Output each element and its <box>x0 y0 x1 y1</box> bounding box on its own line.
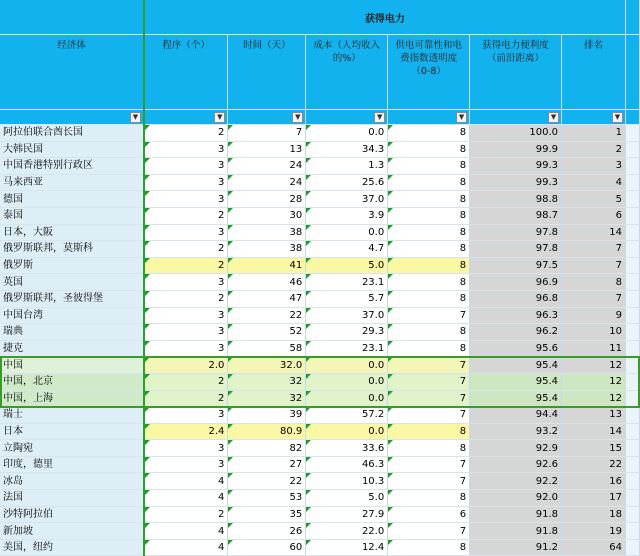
cell-cost[interactable]: 33.6 <box>306 440 388 457</box>
filter-dropdown-icon[interactable]: ▼ <box>374 112 385 123</box>
cell-cost[interactable]: 5.7 <box>306 290 388 307</box>
cell-rank[interactable]: 22 <box>562 456 626 473</box>
row-edge <box>625 224 639 241</box>
cell-rank[interactable]: 10 <box>562 324 626 341</box>
row-edge <box>625 340 639 357</box>
filter-cell <box>144 110 228 125</box>
cell-proc[interactable]: 3 <box>144 340 228 357</box>
cell-rank[interactable]: 12 <box>562 390 626 407</box>
cell-score[interactable]: 98.8 <box>470 191 562 208</box>
filter-cell <box>470 110 562 125</box>
cell-proc[interactable]: 2 <box>144 207 228 224</box>
cell-score[interactable]: 95.4 <box>470 373 562 390</box>
cell-rank[interactable]: 9 <box>562 307 626 324</box>
cell-rank[interactable]: 17 <box>562 490 626 507</box>
cell-proc[interactable]: 2 <box>144 506 228 523</box>
cell-name[interactable]: 俄罗斯 <box>0 257 144 274</box>
row-edge <box>625 407 639 424</box>
cell-cost[interactable]: 37.0 <box>306 191 388 208</box>
cell-time[interactable]: 32 <box>228 373 306 390</box>
cell-rank[interactable]: 1 <box>562 125 626 142</box>
table-row <box>0 423 640 440</box>
row-edge <box>625 307 639 324</box>
table-row <box>0 307 640 324</box>
cell-rel[interactable]: 7 <box>388 523 470 540</box>
row-edge <box>625 440 639 457</box>
cell-proc[interactable]: 3 <box>144 440 228 457</box>
cell-rank[interactable]: 19 <box>562 523 626 540</box>
row-edge <box>625 523 639 540</box>
cell-name[interactable]: 中国香港特别行政区 <box>0 158 144 175</box>
cell-rank[interactable]: 18 <box>562 506 626 523</box>
table-row <box>0 274 640 291</box>
cell-time[interactable]: 22 <box>228 473 306 490</box>
row-edge <box>625 357 639 374</box>
cell-time[interactable]: 41 <box>228 257 306 274</box>
cell-time[interactable]: 52 <box>228 324 306 341</box>
cell-rank[interactable]: 3 <box>562 158 626 175</box>
cell-rel[interactable]: 7 <box>388 357 470 374</box>
cell-rel[interactable]: 8 <box>388 340 470 357</box>
cell-rank[interactable]: 2 <box>562 141 626 158</box>
cell-proc[interactable]: 2 <box>144 241 228 258</box>
table-row <box>0 207 640 224</box>
table-row <box>0 290 640 307</box>
cell-time[interactable]: 38 <box>228 241 306 258</box>
row-edge <box>625 506 639 523</box>
cell-cost[interactable]: 0.0 <box>306 125 388 142</box>
row-edge <box>625 141 639 158</box>
cell-proc[interactable]: 2 <box>144 290 228 307</box>
cell-time[interactable]: 26 <box>228 523 306 540</box>
table-row <box>0 357 640 374</box>
cell-rank[interactable]: 14 <box>562 423 626 440</box>
cell-proc[interactable]: 4 <box>144 490 228 507</box>
cell-rel[interactable]: 8 <box>388 324 470 341</box>
cell-score[interactable]: 93.2 <box>470 423 562 440</box>
row-edge <box>625 324 639 341</box>
row-edge <box>625 241 639 258</box>
cell-cost[interactable]: 25.6 <box>306 174 388 191</box>
cell-proc[interactable]: 4 <box>144 539 228 556</box>
cell-cost[interactable]: 0.0 <box>306 357 388 374</box>
row-edge <box>625 490 639 507</box>
cell-proc[interactable]: 3 <box>144 224 228 241</box>
cell-cost[interactable]: 0.0 <box>306 373 388 390</box>
row-edge <box>625 191 639 208</box>
cell-proc[interactable]: 4 <box>144 473 228 490</box>
cell-rel[interactable]: 8 <box>388 490 470 507</box>
row-edge <box>625 390 639 407</box>
cell-rel[interactable]: 8 <box>388 207 470 224</box>
cell-time[interactable]: 22 <box>228 307 306 324</box>
cell-time[interactable]: 58 <box>228 340 306 357</box>
cell-cost[interactable]: 23.1 <box>306 340 388 357</box>
cell-cost[interactable]: 0.0 <box>306 423 388 440</box>
cell-name[interactable]: 中国，北京 <box>0 373 144 390</box>
cell-score[interactable]: 97.5 <box>470 257 562 274</box>
cell-time[interactable]: 35 <box>228 506 306 523</box>
table-row <box>0 241 640 258</box>
cell-score[interactable]: 91.8 <box>470 523 562 540</box>
table-row <box>0 141 640 158</box>
table-row <box>0 490 640 507</box>
cell-cost[interactable]: 29.3 <box>306 324 388 341</box>
cell-time[interactable]: 53 <box>228 490 306 507</box>
cell-rank[interactable]: 64 <box>562 539 626 556</box>
cell-proc[interactable]: 3 <box>144 407 228 424</box>
cell-proc[interactable]: 2.0 <box>144 357 228 374</box>
cell-rel[interactable]: 8 <box>388 191 470 208</box>
cell-name[interactable]: 新加坡 <box>0 523 144 540</box>
cell-rel[interactable]: 8 <box>388 224 470 241</box>
row-edge <box>625 174 639 191</box>
cell-rel[interactable]: 8 <box>388 174 470 191</box>
cell-name[interactable]: 美国，纽约 <box>0 539 144 556</box>
filter-dropdown-icon[interactable]: ▼ <box>456 112 467 123</box>
cell-rel[interactable]: 7 <box>388 373 470 390</box>
cell-rank[interactable]: 7 <box>562 257 626 274</box>
table-row <box>0 407 640 424</box>
cell-name[interactable]: 日本 <box>0 423 144 440</box>
header-edge <box>625 0 639 35</box>
table-row <box>0 539 640 556</box>
cell-proc[interactable]: 3 <box>144 324 228 341</box>
cell-name[interactable]: 冰岛 <box>0 473 144 490</box>
cell-rank[interactable]: 7 <box>562 241 626 258</box>
filter-dropdown-icon[interactable]: ▼ <box>292 112 303 123</box>
cell-time[interactable]: 30 <box>228 207 306 224</box>
col-header-cost: 成本（人均收入的%） <box>306 35 388 110</box>
cell-time[interactable]: 7 <box>228 125 306 142</box>
cell-time[interactable]: 80.9 <box>228 423 306 440</box>
cell-proc[interactable]: 4 <box>144 523 228 540</box>
cell-rank[interactable]: 13 <box>562 407 626 424</box>
table-row <box>0 456 640 473</box>
cell-rel[interactable]: 8 <box>388 423 470 440</box>
cell-proc[interactable]: 2.4 <box>144 423 228 440</box>
cell-rank[interactable]: 4 <box>562 174 626 191</box>
cell-score[interactable]: 94.4 <box>470 407 562 424</box>
cell-time[interactable]: 82 <box>228 440 306 457</box>
cell-cost[interactable]: 37.0 <box>306 307 388 324</box>
cell-rel[interactable]: 7 <box>388 307 470 324</box>
cell-name[interactable]: 捷克 <box>0 340 144 357</box>
cell-cost[interactable]: 34.3 <box>306 141 388 158</box>
cell-cost[interactable]: 1.3 <box>306 158 388 175</box>
cell-cost[interactable]: 57.2 <box>306 407 388 424</box>
col-header-procedures: 程序（个） <box>144 35 228 110</box>
cell-cost[interactable]: 0.0 <box>306 390 388 407</box>
filter-dropdown-icon[interactable]: ▼ <box>130 112 141 123</box>
cell-time[interactable]: 47 <box>228 290 306 307</box>
cell-rank[interactable]: 5 <box>562 191 626 208</box>
cell-time[interactable]: 39 <box>228 407 306 424</box>
row-edge <box>625 423 639 440</box>
cell-proc[interactable]: 2 <box>144 390 228 407</box>
header-blank <box>0 0 144 35</box>
cell-cost[interactable]: 5.0 <box>306 490 388 507</box>
cell-name[interactable]: 中国，上海 <box>0 390 144 407</box>
cell-time[interactable]: 28 <box>228 191 306 208</box>
cell-cost[interactable]: 27.9 <box>306 506 388 523</box>
filter-cell <box>306 110 388 125</box>
table-row <box>0 191 640 208</box>
filter-dropdown-icon[interactable]: ▼ <box>548 112 559 123</box>
cell-time[interactable]: 32.0 <box>228 357 306 374</box>
col-header-reliability: 供电可靠性和电费指数透明度（0-8） <box>388 35 470 110</box>
cell-proc[interactable]: 2 <box>144 257 228 274</box>
cell-cost[interactable]: 23.1 <box>306 274 388 291</box>
cell-rel[interactable]: 8 <box>388 274 470 291</box>
cell-name[interactable]: 立陶宛 <box>0 440 144 457</box>
table-row <box>0 373 640 390</box>
cell-cost[interactable]: 22.0 <box>306 523 388 540</box>
cell-cost[interactable]: 5.0 <box>306 257 388 274</box>
cell-name[interactable]: 马来西亚 <box>0 174 144 191</box>
cell-rank[interactable]: 8 <box>562 274 626 291</box>
filter-cell <box>228 110 306 125</box>
cell-time[interactable]: 32 <box>228 390 306 407</box>
col-header-score: 获得电力便利度（前沿距离） <box>470 35 562 110</box>
cell-rank[interactable]: 11 <box>562 340 626 357</box>
header-edge <box>625 35 639 110</box>
cell-cost[interactable]: 12.4 <box>306 539 388 556</box>
cell-score[interactable]: 96.3 <box>470 307 562 324</box>
filter-dropdown-icon[interactable]: ▼ <box>612 112 623 123</box>
table-row <box>0 473 640 490</box>
group-title: 获得电力 <box>144 0 626 35</box>
cell-cost[interactable]: 3.9 <box>306 207 388 224</box>
cell-name[interactable]: 英国 <box>0 274 144 291</box>
cell-rel[interactable]: 8 <box>388 141 470 158</box>
cell-rel[interactable]: 7 <box>388 390 470 407</box>
cell-proc[interactable]: 2 <box>144 125 228 142</box>
cell-score[interactable]: 100.0 <box>470 125 562 142</box>
cell-proc[interactable]: 2 <box>144 373 228 390</box>
row-edge <box>625 456 639 473</box>
row-edge <box>625 473 639 490</box>
table-row <box>0 174 640 191</box>
table-row <box>0 523 640 540</box>
cell-rel[interactable]: 6 <box>388 506 470 523</box>
cell-rel[interactable]: 8 <box>388 440 470 457</box>
row-edge <box>625 125 639 142</box>
cell-name[interactable]: 印度，德里 <box>0 456 144 473</box>
table-row <box>0 125 640 142</box>
table-row <box>0 158 640 175</box>
filter-dropdown-icon[interactable]: ▼ <box>214 112 225 123</box>
row-edge <box>625 274 639 291</box>
cell-score[interactable]: 99.9 <box>470 141 562 158</box>
cell-name[interactable]: 日本，大阪 <box>0 224 144 241</box>
cell-rel[interactable]: 8 <box>388 539 470 556</box>
header-edge <box>625 110 639 125</box>
cell-rank[interactable]: 12 <box>562 373 626 390</box>
cell-rel[interactable]: 8 <box>388 257 470 274</box>
cell-time[interactable]: 38 <box>228 224 306 241</box>
cell-score[interactable]: 96.9 <box>470 274 562 291</box>
cell-score[interactable]: 96.2 <box>470 324 562 341</box>
filter-cell <box>0 110 144 125</box>
cell-name[interactable]: 大韩民国 <box>0 141 144 158</box>
cell-name[interactable]: 瑞典 <box>0 324 144 341</box>
row-edge <box>625 290 639 307</box>
table-row <box>0 257 640 274</box>
col-header-time: 时间（天） <box>228 35 306 110</box>
cell-rel[interactable]: 8 <box>388 241 470 258</box>
row-edge <box>625 257 639 274</box>
cell-score[interactable]: 91.2 <box>470 539 562 556</box>
cell-score[interactable]: 98.7 <box>470 207 562 224</box>
table-row <box>0 440 640 457</box>
cell-name[interactable]: 中国台湾 <box>0 307 144 324</box>
cell-score[interactable]: 99.3 <box>470 158 562 175</box>
cell-proc[interactable]: 3 <box>144 274 228 291</box>
cell-name[interactable]: 沙特阿拉伯 <box>0 506 144 523</box>
cell-proc[interactable]: 3 <box>144 307 228 324</box>
cell-rank[interactable]: 12 <box>562 357 626 374</box>
cell-name[interactable]: 俄罗斯联邦，圣彼得堡 <box>0 290 144 307</box>
cell-score[interactable]: 92.0 <box>470 490 562 507</box>
cell-rank[interactable]: 7 <box>562 290 626 307</box>
cell-name[interactable]: 俄罗斯联邦，莫斯科 <box>0 241 144 258</box>
col-header-economy: 经济体 <box>0 35 144 110</box>
filter-cell <box>388 110 470 125</box>
cell-time[interactable]: 13 <box>228 141 306 158</box>
cell-proc[interactable]: 3 <box>144 158 228 175</box>
cell-time[interactable]: 24 <box>228 158 306 175</box>
cell-proc[interactable]: 3 <box>144 191 228 208</box>
table-row <box>0 340 640 357</box>
cell-rank[interactable]: 14 <box>562 224 626 241</box>
cell-rel[interactable]: 8 <box>388 125 470 142</box>
cell-name[interactable]: 中国 <box>0 357 144 374</box>
row-edge <box>625 207 639 224</box>
cell-score[interactable]: 92.9 <box>470 440 562 457</box>
cell-score[interactable]: 95.4 <box>470 390 562 407</box>
cell-time[interactable]: 27 <box>228 456 306 473</box>
cell-proc[interactable]: 3 <box>144 456 228 473</box>
row-edge <box>625 158 639 175</box>
row-edge <box>625 539 639 556</box>
cell-rel[interactable]: 7 <box>388 407 470 424</box>
table-body <box>0 125 640 556</box>
row-edge <box>625 373 639 390</box>
cell-score[interactable]: 91.8 <box>470 506 562 523</box>
cell-score[interactable]: 97.8 <box>470 224 562 241</box>
cell-rel[interactable]: 7 <box>388 456 470 473</box>
cell-rank[interactable]: 16 <box>562 473 626 490</box>
cell-time[interactable]: 60 <box>228 539 306 556</box>
table-row <box>0 390 640 407</box>
cell-rel[interactable]: 8 <box>388 158 470 175</box>
cell-score[interactable]: 96.8 <box>470 290 562 307</box>
table-row <box>0 506 640 523</box>
cell-cost[interactable]: 0.0 <box>306 224 388 241</box>
cell-score[interactable]: 92.2 <box>470 473 562 490</box>
cell-cost[interactable]: 4.7 <box>306 241 388 258</box>
cell-score[interactable]: 99.3 <box>470 174 562 191</box>
cell-rank[interactable]: 6 <box>562 207 626 224</box>
cell-cost[interactable]: 46.3 <box>306 456 388 473</box>
cell-rel[interactable]: 7 <box>388 473 470 490</box>
filter-cell <box>562 110 626 125</box>
cell-cost[interactable]: 10.3 <box>306 473 388 490</box>
cell-rel[interactable]: 8 <box>388 290 470 307</box>
cell-score[interactable]: 92.6 <box>470 456 562 473</box>
cell-name[interactable]: 泰国 <box>0 207 144 224</box>
table-row <box>0 224 640 241</box>
cell-score[interactable]: 95.6 <box>470 340 562 357</box>
cell-time[interactable]: 24 <box>228 174 306 191</box>
cell-score[interactable]: 97.8 <box>470 241 562 258</box>
cell-name[interactable]: 瑞士 <box>0 407 144 424</box>
cell-name[interactable]: 德国 <box>0 191 144 208</box>
cell-time[interactable]: 46 <box>228 274 306 291</box>
table-row <box>0 324 640 341</box>
cell-rank[interactable]: 15 <box>562 440 626 457</box>
cell-proc[interactable]: 3 <box>144 141 228 158</box>
col-header-rank: 排名 <box>562 35 626 110</box>
cell-name[interactable]: 阿拉伯联合酋长国 <box>0 125 144 142</box>
cell-proc[interactable]: 3 <box>144 174 228 191</box>
cell-name[interactable]: 法国 <box>0 490 144 507</box>
cell-score[interactable]: 95.4 <box>470 357 562 374</box>
